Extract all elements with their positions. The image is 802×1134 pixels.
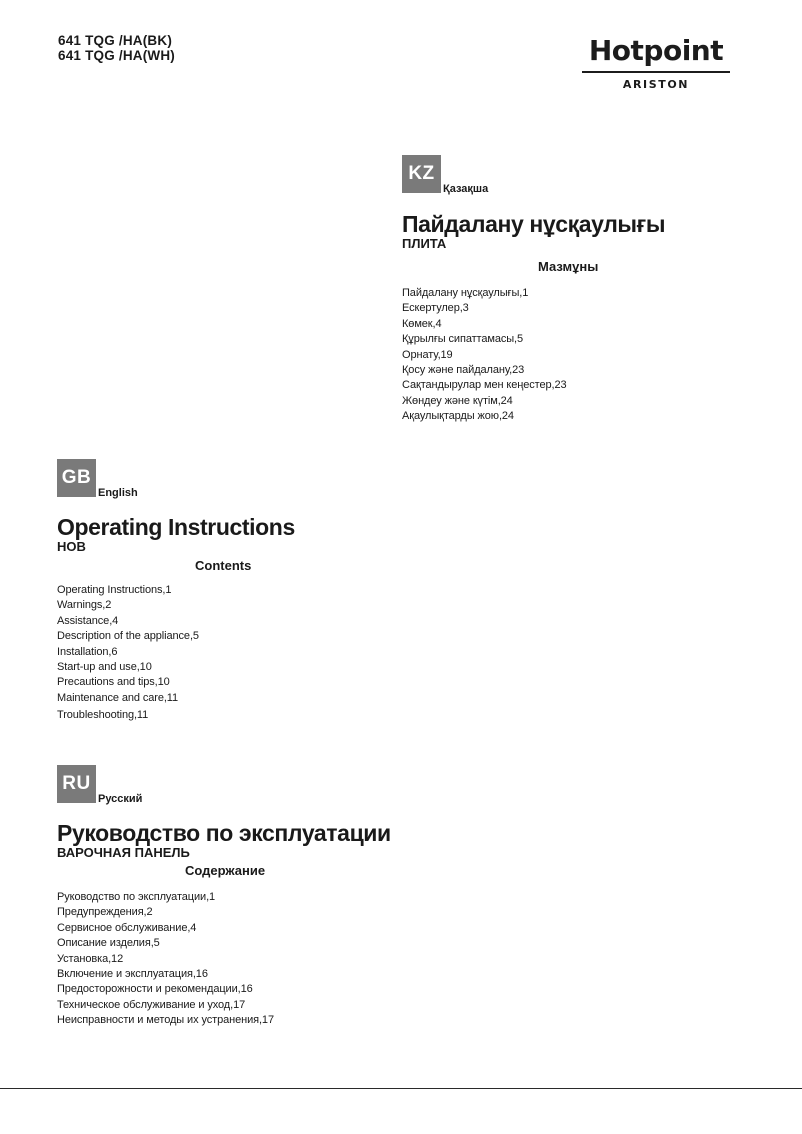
language-code-badge: GB xyxy=(57,459,96,497)
section-title: Пайдалану нұсқаулығы xyxy=(402,211,666,237)
language-code-badge: RU xyxy=(57,765,96,803)
contents-item: Operating Instructions,1 xyxy=(57,584,172,596)
brand-subname: ARISTON xyxy=(622,78,690,91)
contents-item: Сақтандырулар мен кеңестер,23 xyxy=(402,379,567,392)
brand-logo xyxy=(578,34,734,91)
contents-item: Көмек,4 xyxy=(402,317,442,330)
language-name: Русский xyxy=(98,793,143,805)
model-number: 641 TQG /HA(WH) xyxy=(58,48,176,63)
language-label xyxy=(57,459,397,499)
contents-item: Қосу және пайдалану,23 xyxy=(402,364,525,377)
language-name: Қазақша xyxy=(443,183,489,195)
contents-item: Start-up and use,10 xyxy=(57,661,152,674)
contents-item: Включение и эксплуатация,16 xyxy=(57,968,208,981)
contents-item: Пайдалану нұсқаулығы,1 xyxy=(402,287,529,299)
section-gb xyxy=(57,459,397,724)
section-ru xyxy=(57,765,397,1029)
contents-item: Орнату,19 xyxy=(402,348,453,361)
contents-item: Ақаулықтарды жою,24 xyxy=(402,410,514,423)
contents-item: Ескертулер,3 xyxy=(402,302,469,315)
section-title: Operating Instructions xyxy=(57,514,295,540)
section-title: Руководство по эксплуатации xyxy=(57,820,391,846)
contents-item: Precautions and tips,10 xyxy=(57,676,170,689)
contents-item: Предосторожности и рекомендации,16 xyxy=(57,983,253,996)
language-label xyxy=(402,155,742,195)
footer-divider xyxy=(0,1088,802,1089)
contents-item: Troubleshooting,11 xyxy=(57,709,149,722)
language-label xyxy=(57,765,397,805)
language-name: English xyxy=(98,487,138,499)
section-subtitle: ВАРОЧНАЯ ПАНЕЛЬ xyxy=(57,845,190,860)
contents-list xyxy=(57,583,397,724)
contents-item: Установка,12 xyxy=(57,952,124,965)
contents-item: Сервисное обслуживание,4 xyxy=(57,921,197,934)
section-subtitle: ПЛИТА xyxy=(402,236,447,251)
contents-item: Предупреждения,2 xyxy=(57,906,153,919)
contents-item: Assistance,4 xyxy=(57,614,119,627)
contents-item: Warnings,2 xyxy=(57,599,112,612)
contents-item: Описание изделия,5 xyxy=(57,937,160,950)
brand-name: Hotpoint xyxy=(588,34,724,67)
brand-divider xyxy=(582,71,730,73)
contents-item: Неисправности и методы их устранения,17 xyxy=(57,1014,274,1027)
contents-heading: Contents xyxy=(195,558,252,573)
contents-item: Жөндеу және күтім,24 xyxy=(402,394,513,407)
contents-item: Installation,6 xyxy=(57,645,118,658)
contents-list xyxy=(57,890,397,1029)
contents-list xyxy=(402,286,742,425)
language-code-badge: KZ xyxy=(402,155,441,193)
contents-item: Құрылғы сипаттамасы,5 xyxy=(402,333,524,346)
model-numbers xyxy=(58,33,175,63)
contents-heading: Мазмұны xyxy=(538,259,599,274)
contents-item: Maintenance and care,11 xyxy=(57,691,179,704)
model-number: 641 TQG /HA(BK) xyxy=(58,33,173,48)
contents-item: Техническое обслуживание и уход,17 xyxy=(57,998,246,1011)
contents-item: Description of the appliance,5 xyxy=(57,630,199,643)
contents-item: Руководство по эксплуатации,1 xyxy=(57,891,216,903)
section-kz xyxy=(402,155,742,425)
contents-heading: Содержание xyxy=(185,863,266,878)
section-subtitle: HOB xyxy=(57,539,86,554)
